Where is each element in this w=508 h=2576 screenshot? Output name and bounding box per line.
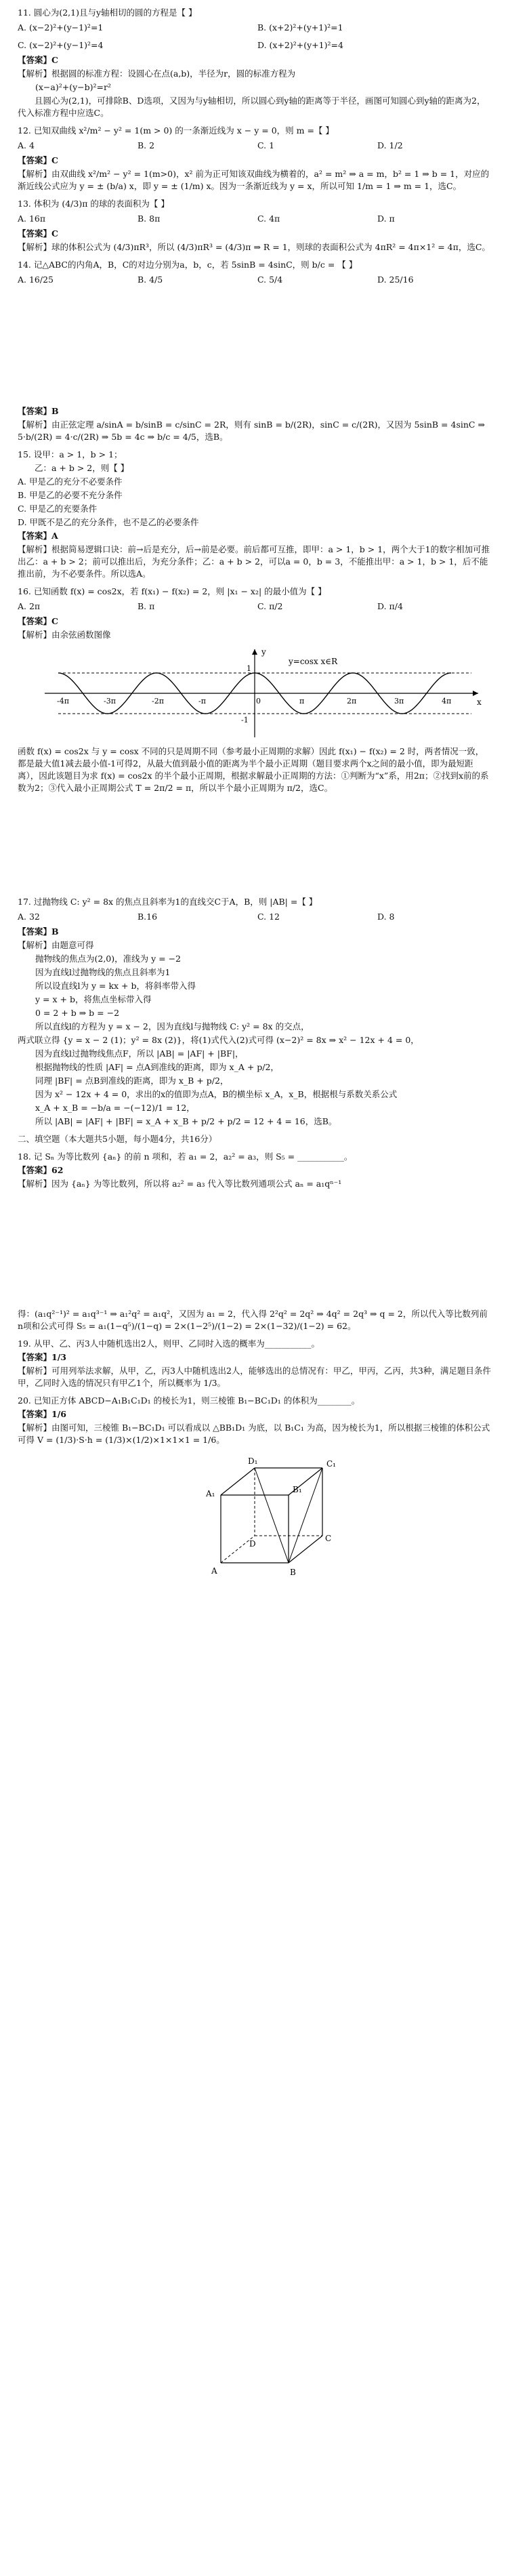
question-title: 20. 已知正方体 ABCD−A₁B₁C₁D₁ 的棱长为1，则三棱锥 B₁−BC₁D₁ 的体积为________。 <box>18 1395 360 1406</box>
analysis-head: 【解析】由余弦函数图像 <box>18 630 111 640</box>
label-C: C <box>325 1534 332 1543</box>
options <box>18 911 492 923</box>
tick-pi: π <box>299 697 305 706</box>
label-D: D <box>249 1539 256 1549</box>
options <box>18 140 492 152</box>
answer: 【答案】C <box>18 616 58 626</box>
label-A1: A₁ <box>206 1489 215 1498</box>
analysis: 【解析】根据圆的标准方程：设圆心在点(a,b)，半径为r，圆的标准方程为 <box>18 68 296 79</box>
option-b: B. 2 <box>137 140 155 150</box>
blank-space <box>18 289 492 404</box>
question-title: 16. 已知函数 f(x) = cos2x，若 f(x₁) − f(x₂) = 2，则 |x₁ − x₂| 的最小值为【 】 <box>18 586 326 596</box>
question-11 <box>18 7 492 119</box>
option-a: A. (x−2)²+(y−1)²=1 <box>18 22 104 33</box>
step: 所以 |AB| = |AF| + |BF| = x_A + x_B + p/2 + p/2 = 12 + 4 = 16，选B。 <box>35 1116 337 1126</box>
tick-3pi: 3π <box>394 697 404 706</box>
option-c: C. 12 <box>257 912 280 922</box>
section-heading: 二、填空题（本大题共5小题，每小题4分，共16分） <box>18 1134 217 1144</box>
option-d: D. π <box>377 213 395 224</box>
question-19 <box>18 1338 492 1389</box>
step: 所以直线l的方程为 y = x − 2，因为直线l与抛物线 C: y² = 8x 的交点， <box>35 1021 310 1031</box>
option-b: B.16 <box>137 912 158 922</box>
step: 【解析】由题意可得 <box>18 940 94 950</box>
question-15 <box>18 449 492 580</box>
x-axis-arrow <box>473 691 478 696</box>
diagonal <box>255 1468 289 1563</box>
option-b: B. 甲是乙的必要不充分条件 <box>18 490 123 500</box>
tick-4pi: 4π <box>442 697 452 706</box>
analysis: 【解析】由正弦定理 a/sinA = b/sinB = c/sinC = 2R，则有 sinB = b/(2R)，sinC = c/(2R)，又因为 5sinB = 4sinC ⇒ 5·b/(2R) = 4·c/(2R) ⇒ 5b = 4c ⇒ b/c = 4/5，选B。 <box>18 420 485 442</box>
answer: 【答案】1/6 <box>18 1409 66 1419</box>
option-b: B. π <box>137 601 155 611</box>
option-d: D. (x+2)²+(y+1)²=4 <box>257 40 343 50</box>
tick-0: 0 <box>256 697 261 706</box>
tick-negpi: -π <box>198 697 206 706</box>
label-B1: B₁ <box>293 1485 302 1494</box>
option-a: A. 2π <box>18 601 41 611</box>
question-title: 19. 从甲、乙、丙3人中随机选出2人，则甲、乙同时入选的概率为___________。 <box>18 1338 320 1349</box>
step: 抛物线的焦点为(2,0)，准线为 y = −2 <box>35 954 182 964</box>
answer: 【答案】C <box>18 155 58 165</box>
option-a: A. 4 <box>18 140 35 150</box>
analysis-body: 函数 f(x) = cos2x 与 y = cosx 不同的只是周期不同（参考最小正周期的求解）因此 f(x₁) − f(x₂) = 2 时，两者情况一致，都是最大值1减去最小值-1可得2，从最大值到最小值的距离为半个最小正周期（题目要求两个x之间的最小值，即为最短距离），因此该题目为求 f(x) = cos2x 的半个最小正周期，根据求解最小正周期的方法：①判断为“x”系，用2π；②找到x前的系数为2；③代入最小正周期公式 T = 2π/2 = π，所以半个最小正周期为 π/2，选C。 <box>18 746 489 793</box>
answer: 【答案】B <box>18 406 59 416</box>
cube-diagram <box>180 1454 383 1590</box>
label-A: A <box>211 1566 217 1576</box>
cosine-graph <box>18 642 492 744</box>
question-title: 12. 已知双曲线 x²/m² − y² = 1(m > 0) 的一条渐近线为 x − y = 0，则 m =【 】 <box>18 125 334 136</box>
label-C1: C₁ <box>326 1459 336 1469</box>
question-title: 14. 记△ABC的内角A，B，C的对边分别为a，b，c，若 5sinB = 4sinC，则 b/c = 【 】 <box>18 260 358 270</box>
answer: 【答案】B <box>18 926 59 937</box>
answer: 【答案】C <box>18 55 58 65</box>
analysis: 【解析】球的体积公式为 (4/3)πR³，所以 (4/3)πR³ = (4/3)π ⇒ R = 1，则球的表面积公式为 4πR² = 4π×1² = 4π，选C。 <box>18 242 490 252</box>
question-16 <box>18 586 492 891</box>
option-b: B. 4/5 <box>137 274 163 285</box>
option-c: C. 甲是乙的充要条件 <box>18 504 98 514</box>
step: 0 = 2 + b ⇒ b = −2 <box>35 1008 120 1018</box>
analysis: 【解析】根据简易逻辑口诀：前→后是充分，后→前是必要。前后都可互推，即甲：a > 1，b > 1，两个大于1的数字相加可推出乙：a + b > 2；前可以推出后，为充分条件；乙：a + b > 2，可以a = 0，b = 3，不能推出甲：a > 1，b > 1，后不能推出前，为不必要条件。所以选A。 <box>18 544 490 579</box>
tick-2pi: 2π <box>347 697 357 706</box>
analysis-steps <box>18 939 492 1128</box>
option-a: A. 16/25 <box>18 274 54 285</box>
option-c: C. π/2 <box>257 601 283 611</box>
question-title: 13. 体积为 (4/3)π 的球的表面积为【 】 <box>18 199 169 209</box>
tick-neg4pi: -4π <box>57 697 69 706</box>
question-14 <box>18 259 492 443</box>
question-20 <box>18 1395 492 1593</box>
label-B: B <box>290 1568 296 1577</box>
question-title: 15. 设甲：a > 1，b > 1； <box>18 449 123 459</box>
axis-label-y: y <box>261 647 266 657</box>
option-d: D. π/4 <box>377 601 403 611</box>
answer: 【答案】62 <box>18 1165 64 1175</box>
tick-neg2pi: -2π <box>152 697 164 706</box>
answer: 【答案】A <box>18 531 58 541</box>
analysis: 【解析】可用列举法求解，从甲，乙，丙3人中随机选出2人，能够选出的总情况有：甲乙，甲丙，乙丙，共3种，满足题目条件甲，乙同时入选的情况只有甲乙1个，所以概率为 1/3。 <box>18 1366 491 1388</box>
label-D1: D₁ <box>248 1456 258 1466</box>
analysis: 【解析】由图可知，三棱锥 B₁−BC₁D₁ 可以看成以 △BB₁D₁ 为底，以 B₁C₁ 为高，因为棱长为1，所以根据三棱锥的体积公式可得 V = (1/3)·S·h = (1/3)×(1/2)×1×1×1 = 1/6。 <box>18 1423 490 1445</box>
graph-label: y=cosx x∈R <box>289 657 338 666</box>
step: y = x + b，将焦点坐标带入得 <box>35 994 152 1004</box>
option-b: B. 8π <box>137 213 161 224</box>
question-title-2: 乙：a + b > 2，则【 】 <box>35 463 129 473</box>
y-axis-arrow <box>252 649 257 655</box>
option-c: C. 4π <box>257 213 280 224</box>
options <box>18 600 492 613</box>
option-d: D. 甲既不是乙的充分条件，也不是乙的必要条件 <box>18 517 199 527</box>
question-18 <box>18 1151 492 1332</box>
diagonal <box>289 1468 322 1563</box>
step: 因为直线l过抛物线的焦点且斜率为1 <box>35 967 171 977</box>
options <box>18 274 492 286</box>
y-tick-neg1: -1 <box>241 716 249 724</box>
step: 因为直线l过抛物线焦点F，所以 |AB| = |AF| + |BF|， <box>35 1048 244 1059</box>
step: x_A + x_B = −b/a = −(−12)/1 = 12， <box>35 1103 195 1113</box>
step: 两式联立得 {y = x − 2 (1)；y² = 8x (2)}，将(1)式代入(2)式可得 (x−2)² = 8x ⇒ x² − 12x + 4 = 0， <box>18 1035 419 1045</box>
options <box>18 476 492 529</box>
option-d: D. 8 <box>377 912 395 922</box>
options <box>18 22 492 52</box>
option-d: D. 1/2 <box>377 140 403 150</box>
question-title: 11. 圆心为(2,1)且与y轴相切的圆的方程是【 】 <box>18 7 197 18</box>
option-a: A. 甲是乙的充分不必要条件 <box>18 476 123 487</box>
step: 根据抛物线的性质 |AF| = 点A到准线的距离，即为 x_A + p/2， <box>35 1062 279 1072</box>
question-13 <box>18 198 492 253</box>
option-b: B. (x+2)²+(y+1)²=1 <box>257 22 343 33</box>
tick-neg3pi: -3π <box>104 697 116 706</box>
question-12 <box>18 125 492 192</box>
options <box>18 213 492 225</box>
option-a: A. 32 <box>18 912 40 922</box>
analysis-continue: 且圆心为(2,1)，可排除B、D选项，又因为与y轴相切，所以圆心到y轴的距离等于半径，画图可知圆心到y轴的距离为2，代入标准方程中应选C。 <box>18 96 486 118</box>
option-c: C. (x−2)²+(y−1)²=4 <box>18 40 104 50</box>
answer: 【答案】1/3 <box>18 1352 66 1362</box>
blank-space <box>18 1191 492 1307</box>
y-tick-1: 1 <box>247 664 251 673</box>
option-c: C. 5/4 <box>257 274 283 285</box>
edge <box>221 1468 255 1495</box>
blank-space <box>18 796 492 891</box>
analysis: 【解析】由双曲线 x²/m² − y² = 1(m>0)，x² 前为正可知该双曲线为横着的，a² = m² ⇒ a = m，b² = 1 ⇒ b = 1，对应的渐近线公式应为 y = ± (b/a) x，即 y = ± (1/m) x。因为一条渐近线为 y = x，所以可知 1/m = 1 ⇒ m = 1，选C。 <box>18 169 490 191</box>
step: 所以设直线l为 y = kx + b，将斜率带入得 <box>35 981 196 991</box>
question-title: 17. 过抛物线 C: y² = 8x 的焦点且斜率为1的直线交C于A，B，则 |AB| =【 】 <box>18 897 318 907</box>
formula: (x−a)²+(y−b)²=r² <box>35 82 111 92</box>
answer: 【答案】C <box>18 228 58 239</box>
option-a: A. 16π <box>18 213 46 224</box>
step: 因为 x² − 12x + 4 = 0，求出的x的值即为点A，B的横坐标 x_A，x_B，根据根与系数关系公式 <box>35 1089 398 1099</box>
axis-label-x: x <box>477 697 482 707</box>
option-c: C. 1 <box>257 140 275 150</box>
analysis-continue: 得：(a₁q²⁻¹)² = a₁q³⁻¹ ⇒ a₁²q² = a₁q²，又因为 a₁ = 2，代入得 2²q² = 2q² ⇒ 4q² = 2q³ ⇒ q = 2，所以代入等比数列前n项和公式可得 S₅ = a₁(1−q⁵)/(1−q) = 2×(1−2⁵)/(1−2) = 2×(1−32)/(1−2) = 62。 <box>18 1309 488 1331</box>
question-title: 18. 记 Sₙ 为等比数列 {aₙ} 的前 n 项和，若 a₁ = 2，a₂² = a₃，则 S₅ = ___________。 <box>18 1151 353 1162</box>
question-17 <box>18 896 492 1128</box>
step: 同理 |BF| = 点B到准线的距离，即为 x_B + p/2， <box>35 1076 229 1086</box>
option-d: D. 25/16 <box>377 274 414 285</box>
analysis: 【解析】因为 {aₙ} 为等比数列，所以将 a₂² = a₃ 代入等比数列通项公式 aₙ = a₁qⁿ⁻¹ <box>18 1179 342 1189</box>
